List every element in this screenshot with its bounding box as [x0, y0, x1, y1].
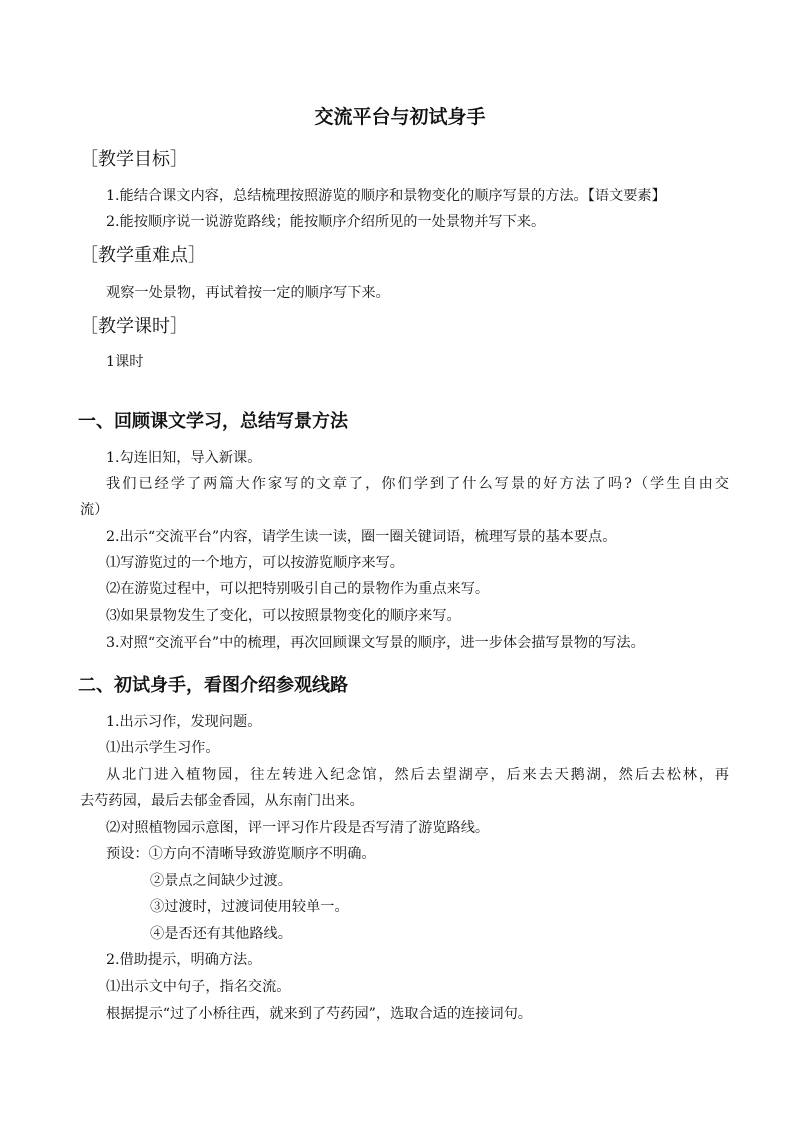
goals-heading: ［教学目标］ — [80, 149, 188, 170]
section2-line: 2.借助提示，明确方法。 — [106, 952, 262, 968]
goal-item-1: 1.能结合课文内容，总结梳理按照游览的顺序和景物变化的顺序写景的方法。【语文要素】 — [106, 188, 666, 204]
section2-line: 1.出示习作，发现问题。 — [106, 714, 262, 730]
section1-line: 我们已经学了两篇大作家写的文章了，你们学到了什么写景的好方法了吗?（学生自由交 — [106, 476, 729, 492]
section2-line: 根据提示“过了小桥往西，就来到了芍药园”，选取合适的连接词句。 — [106, 1006, 532, 1022]
section1-line: ⑴写游览过的一个地方，可以按游览顺序来写。 — [106, 555, 404, 571]
section2-line: 去芍药园，最后去郁金香园，从东南门出来。 — [80, 793, 364, 809]
section2-heading: 二、初试身手，看图介绍参观线路 — [78, 675, 348, 696]
section2-line: ④是否还有其他路线。 — [150, 926, 292, 942]
section1-line: ⑶如果景物发生了变化，可以按照景物变化的顺序来写。 — [106, 608, 461, 624]
section2-line: 从北门进入植物园，往左转进入纪念馆，然后去望湖亭，后来去天鹅湖，然后去松林，再 — [106, 767, 729, 783]
section2-line: ②景点之间缺少过渡。 — [150, 873, 292, 889]
section1-line: 2.出示“交流平台”内容，请学生读一读，圈一圈关键词语，梳理写景的基本要点。 — [106, 529, 617, 545]
page-title: 交流平台与初试身手 — [314, 106, 486, 128]
keypoints-heading: ［教学重难点］ — [80, 245, 206, 266]
section1-line: 流） — [80, 502, 109, 518]
section2-line: ⑴出示文中句子，指名交流。 — [106, 979, 291, 995]
hours-text: 1课时 — [106, 354, 144, 370]
section2-line: ③过渡时，过渡词使用较单一。 — [150, 899, 349, 915]
section1-line: ⑵在游览过程中，可以把特别吸引自己的景物作为重点来写。 — [106, 581, 490, 597]
section1-line: 1.勾连旧知，导入新课。 — [106, 450, 262, 466]
section2-line: ⑵对照植物园示意图，评一评习作片段是否写清了游览路线。 — [106, 820, 490, 836]
section2-line: 预设：①方向不清晰导致游览顺序不明确。 — [106, 846, 376, 862]
hours-heading: ［教学课时］ — [80, 316, 188, 337]
section1-heading: 一、回顾课文学习，总结写景方法 — [78, 411, 348, 432]
section2-line: ⑴出示学生习作。 — [106, 740, 220, 756]
goal-item-2: 2.能按顺序说一说游览路线；能按顺序介绍所见的一处景物并写下来。 — [106, 214, 546, 230]
section1-line: 3.对照“交流平台”中的梳理，再次回顾课文写景的顺序，进一步体会描写景物的写法。 — [106, 635, 645, 651]
keypoints-text: 观察一处景物，再试着按一定的顺序写下来。 — [106, 285, 390, 301]
